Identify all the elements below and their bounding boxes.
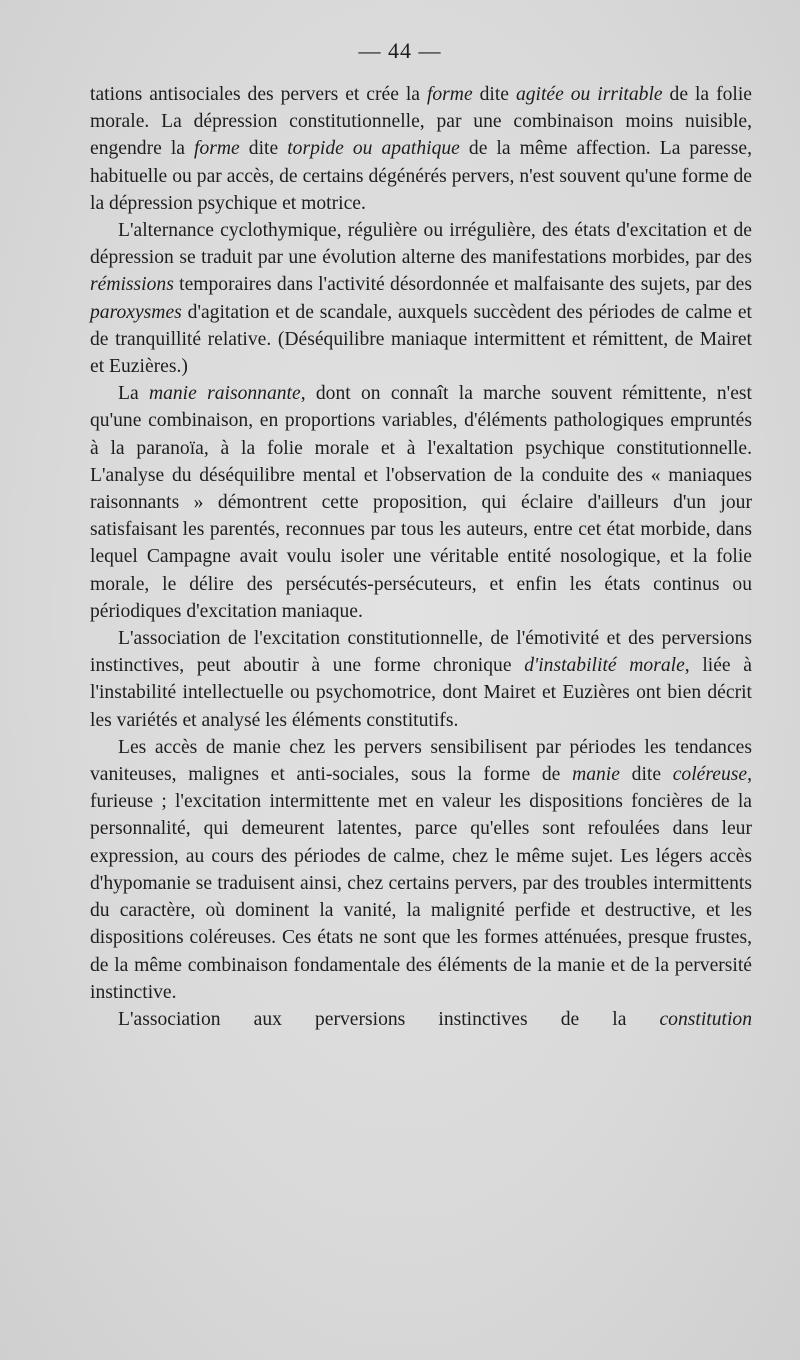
italic-text: manie [572, 764, 620, 786]
paragraph [90, 81, 752, 217]
text-segment: temporaires dans l'activité désordonnée et malfaisante des sujets, par des [173, 274, 752, 296]
text-segment: , furieuse ; l'excitation intermittente met en valeur les dispositions foncières de la personnalité, qui demeurent latentes, parce qu'elles sont refoulées dans leur expression, au cours des périodes de calme, chez le même sujet. Les légers accès d'hypomanie se traduisent ainsi, chez certains pervers, par des troubles intermittents du caractère, où dominent la vanité, la malignité perfide et destructive, et les dispositions coléreuses. Ces états ne sont que les formes atténuées, presque frustes, de la même combinaison fondamentale des éléments de la manie et de la perversité instinctive. [90, 764, 752, 1003]
italic-text: forme [426, 84, 473, 105]
paragraph [90, 380, 752, 625]
text-segment: , dont on connaît la marche souvent rémittente, n'est qu'une combinaison, en proportions variables, d'éléments pathologiques empruntés à la paranoïa, à la folie morale et à l'exaltation psychique constitutionnelle. L'analyse du déséquilibre mental et l'observation de la conduite des « maniaques raisonnants » démontrent cette proposition, qui éclaire d'ailleurs d'un jour satisfaisant les parentés, reconnues par tous les auteurs, entre cet état morbide, dans lequel Campagne avait voulu isoler une véritable entité nosologique, et la folie morale, le délire des persécutés-persécuteurs, et enfin les états continus ou périodiques d'excitation maniaque. [90, 383, 752, 622]
text-segment: L'association de l'excitation constitutionnelle, de l'émotivité et des perversions instinctives, peut aboutir à une forme chronique [90, 628, 752, 677]
paragraph [90, 734, 752, 1006]
text-segment: de la folie morale. La dépression constitutionnelle, par une combinaison moins nuisible, engendre la [90, 84, 752, 160]
text-segment: tations antisociales des pervers et crée la [90, 84, 427, 105]
italic-text: coléreuse [672, 764, 748, 786]
italic-text: constitution [659, 1008, 752, 1030]
italic-text: d'instabilité morale [524, 655, 685, 677]
italic-text: forme [194, 138, 240, 160]
text-segment: de la même affection. La paresse, habituelle ou par accès, de certains dégénérés pervers, n'est souvent qu'une forme de la dépression psychique et motrice. [90, 138, 752, 214]
text-segment: L'association aux perversions instinctives de la [118, 1008, 660, 1030]
italic-text: manie raisonnante [148, 383, 301, 405]
text-segment: La [118, 383, 149, 405]
body-text [90, 81, 752, 1033]
text-segment: L'alternance cyclothymique, régulière ou irrégulière, des états d'excitation et de dépression se traduit par une évolution alterne des manifestations morbides, par des [90, 220, 752, 269]
text-segment: , liée à l'instabilité intellectuelle ou psychomotrice, dont Mairet et Euzières ont bien décrit les variétés et analysé les éléments constitutifs. [90, 655, 752, 731]
paragraph [90, 625, 752, 734]
text-segment: dite [619, 764, 673, 786]
italic-text: torpide ou apathique [287, 138, 460, 160]
text-segment: dite [472, 84, 516, 105]
italic-text: paroxysmes [90, 301, 182, 323]
paragraph [90, 217, 752, 380]
text-segment: d'agitation et de scandale, auxquels succèdent des périodes de calme et de tranquillité relative. (Déséquilibre maniaque intermittent et rémittent, de Mairet et Euzières.) [90, 301, 752, 378]
text-segment: dite [239, 138, 288, 160]
page-number: — 44 — [358, 38, 442, 63]
paragraph [90, 1006, 752, 1033]
italic-text: rémissions [90, 274, 174, 296]
text-segment: Les accès de manie chez les pervers sensibilisent par périodes les tendances vaniteuses, malignes et anti-sociales, sous la forme de [90, 736, 752, 786]
italic-text: agitée ou irritable [515, 84, 663, 105]
